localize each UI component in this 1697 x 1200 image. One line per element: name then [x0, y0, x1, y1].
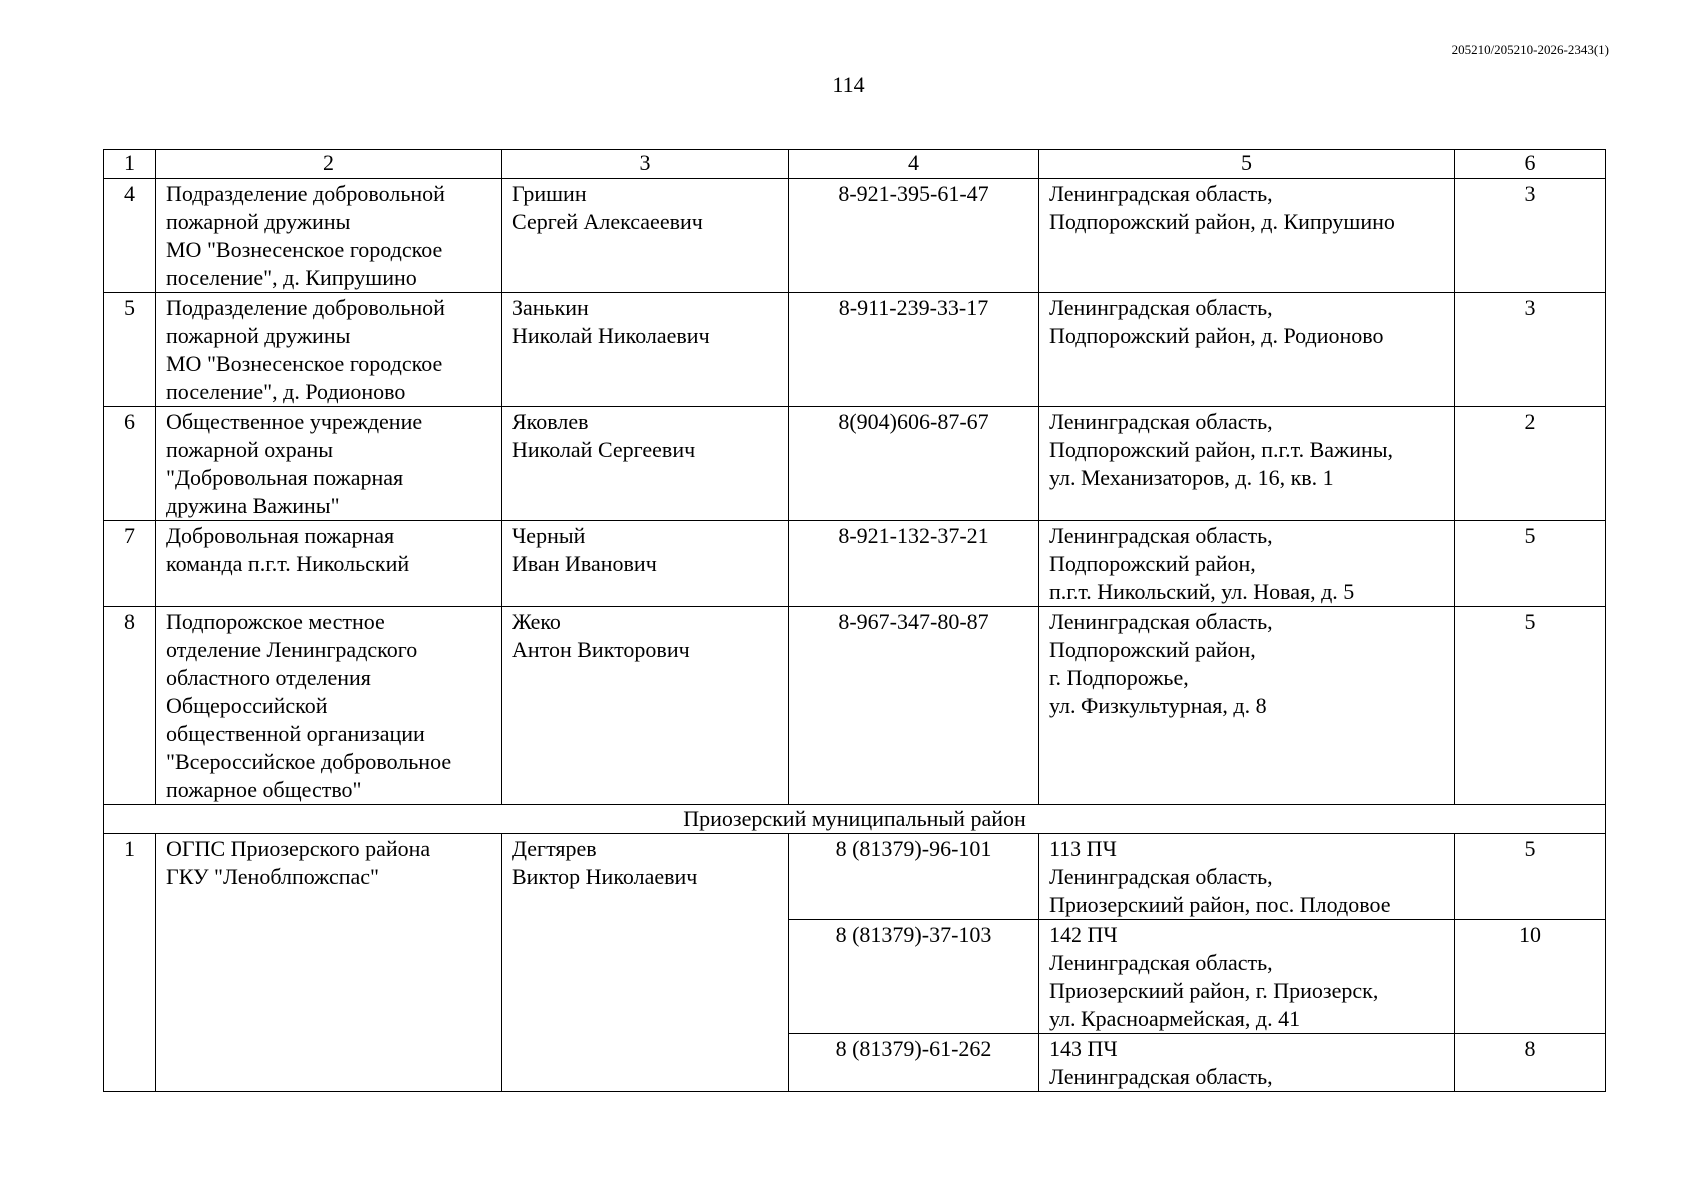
section-title: Приозерский муниципальный район: [104, 805, 1606, 834]
address-line: ул. Красноармейская, д. 41: [1049, 1006, 1301, 1031]
organization-line: дружина Важины": [166, 493, 340, 518]
address-line: Подпорожский район,: [1049, 551, 1256, 576]
table-header-row: [104, 150, 1606, 179]
address-line: п.г.т. Никольский, ул. Новая, д. 5: [1049, 579, 1355, 604]
count-cell: 5: [1455, 834, 1606, 920]
organization-line: поселение", д. Кипрушино: [166, 265, 417, 290]
document-id: 205210/205210-2026-2343(1): [1451, 42, 1609, 57]
header-cell: 3: [502, 150, 789, 179]
address-line: Ленинградская область,: [1049, 950, 1273, 975]
address-cell: [1039, 607, 1455, 805]
row-number-cell: 6: [104, 407, 156, 521]
count-cell: 10: [1455, 920, 1606, 1034]
count-cell: 2: [1455, 407, 1606, 521]
address-line: Ленинградская область,: [1049, 409, 1273, 434]
head-name-cell: [502, 407, 789, 521]
address-line: Ленинградская область,: [1049, 1064, 1273, 1089]
header-cell: 5: [1039, 150, 1455, 179]
phone-cell: 8-967-347-80-87: [789, 607, 1039, 805]
head-name-line: Николай Николаевич: [512, 323, 710, 348]
head-name-line: Гришин: [512, 181, 587, 206]
address-line: Приозерскиий район, пос. Плодовое: [1049, 892, 1391, 917]
address-cell: [1039, 407, 1455, 521]
organization-line: Подразделение добровольной: [166, 181, 445, 206]
address-cell: [1039, 920, 1455, 1034]
organization-line: областного отделения: [166, 665, 371, 690]
phone-cell: 8 (81379)-61-262: [789, 1034, 1039, 1092]
address-line: Подпорожский район, д. Родионово: [1049, 323, 1384, 348]
organization-line: МО "Вознесенское городское: [166, 237, 443, 262]
organization-line: Подразделение добровольной: [166, 295, 445, 320]
head-name-line: Антон Викторович: [512, 637, 690, 662]
address-line: Подпорожский район, п.г.т. Важины,: [1049, 437, 1394, 462]
address-line: Приозерскиий район, г. Приозерск,: [1049, 978, 1379, 1003]
organization-cell: [156, 407, 502, 521]
units-table: [103, 149, 1606, 1092]
address-line: Ленинградская область,: [1049, 609, 1273, 634]
head-name-line: Иван Иванович: [512, 551, 657, 576]
organization-line: "Добровольная пожарная: [166, 465, 404, 490]
phone-cell: 8-921-395-61-47: [789, 179, 1039, 293]
table-row: [104, 293, 1606, 407]
header-cell: 2: [156, 150, 502, 179]
organization-line: отделение Ленинградского: [166, 637, 418, 662]
address-line: ул. Физкультурная, д. 8: [1049, 693, 1267, 718]
row-number-cell: 8: [104, 607, 156, 805]
organization-line: пожарное общество": [166, 777, 362, 802]
organization-cell: [156, 834, 502, 1092]
header-cell: 6: [1455, 150, 1606, 179]
address-line: 143 ПЧ: [1049, 1036, 1118, 1061]
organization-line: Подпорожское местное: [166, 609, 385, 634]
organization-line: МО "Вознесенское городское: [166, 351, 443, 376]
head-name-cell: [502, 293, 789, 407]
organization-cell: [156, 293, 502, 407]
organization-line: ОГПС Приозерского района: [166, 836, 431, 861]
address-line: г. Подпорожье,: [1049, 665, 1189, 690]
table-row: [104, 521, 1606, 607]
head-name-line: Виктор Николаевич: [512, 864, 698, 889]
row-number-cell: 1: [104, 834, 156, 1092]
phone-cell: 8(904)606-87-67: [789, 407, 1039, 521]
head-name-line: Яковлев: [512, 409, 589, 434]
head-name-line: Николай Сергеевич: [512, 437, 696, 462]
table-row: [104, 407, 1606, 521]
header-cell: 4: [789, 150, 1039, 179]
address-line: Подпорожский район, д. Кипрушино: [1049, 209, 1395, 234]
row-number-cell: 5: [104, 293, 156, 407]
organization-line: "Всероссийское добровольное: [166, 749, 452, 774]
address-line: 142 ПЧ: [1049, 922, 1118, 947]
address-line: ул. Механизаторов, д. 16, кв. 1: [1049, 465, 1334, 490]
head-name-line: Жеко: [512, 609, 561, 634]
organization-line: пожарной дружины: [166, 209, 351, 234]
count-cell: 8: [1455, 1034, 1606, 1092]
head-name-line: Черный: [512, 523, 586, 548]
section-title-row: [104, 805, 1606, 834]
organization-line: Общероссийской: [166, 693, 328, 718]
organization-line: пожарной охраны: [166, 437, 334, 462]
table-row: [104, 607, 1606, 805]
phone-cell: 8-911-239-33-17: [789, 293, 1039, 407]
count-cell: 5: [1455, 521, 1606, 607]
count-cell: 3: [1455, 179, 1606, 293]
address-line: 113 ПЧ: [1049, 836, 1117, 861]
organization-line: Общественное учреждение: [166, 409, 423, 434]
address-cell: [1039, 179, 1455, 293]
phone-cell: 8 (81379)-96-101: [789, 834, 1039, 920]
count-cell: 3: [1455, 293, 1606, 407]
phone-cell: 8 (81379)-37-103: [789, 920, 1039, 1034]
address-line: Ленинградская область,: [1049, 864, 1273, 889]
count-cell: 5: [1455, 607, 1606, 805]
organization-cell: [156, 607, 502, 805]
address-line: Ленинградская область,: [1049, 181, 1273, 206]
organization-cell: [156, 521, 502, 607]
organization-line: ГКУ "Леноблпожспас": [166, 864, 380, 889]
page-number: 114: [832, 72, 865, 97]
address-cell: [1039, 293, 1455, 407]
head-name-cell: [502, 179, 789, 293]
address-line: Подпорожский район,: [1049, 637, 1256, 662]
address-line: Ленинградская область,: [1049, 295, 1273, 320]
head-name-cell: [502, 607, 789, 805]
table-row: [104, 834, 1606, 920]
organization-line: пожарной дружины: [166, 323, 351, 348]
head-name-line: Занькин: [512, 295, 589, 320]
row-number-cell: 4: [104, 179, 156, 293]
row-number-cell: 7: [104, 521, 156, 607]
head-name-line: Дегтярев: [512, 836, 597, 861]
organization-line: команда п.г.т. Никольский: [166, 551, 410, 576]
phone-cell: 8-921-132-37-21: [789, 521, 1039, 607]
head-name-cell: [502, 834, 789, 1092]
header-cell: 1: [104, 150, 156, 179]
address-line: Ленинградская область,: [1049, 523, 1273, 548]
organization-cell: [156, 179, 502, 293]
head-name-cell: [502, 521, 789, 607]
organization-line: поселение", д. Родионово: [166, 379, 406, 404]
organization-line: общественной организации: [166, 721, 425, 746]
address-cell: [1039, 834, 1455, 920]
head-name-line: Сергей Алексаеевич: [512, 209, 703, 234]
organization-line: Добровольная пожарная: [166, 523, 395, 548]
address-cell: [1039, 1034, 1455, 1092]
address-cell: [1039, 521, 1455, 607]
table-row: [104, 179, 1606, 293]
